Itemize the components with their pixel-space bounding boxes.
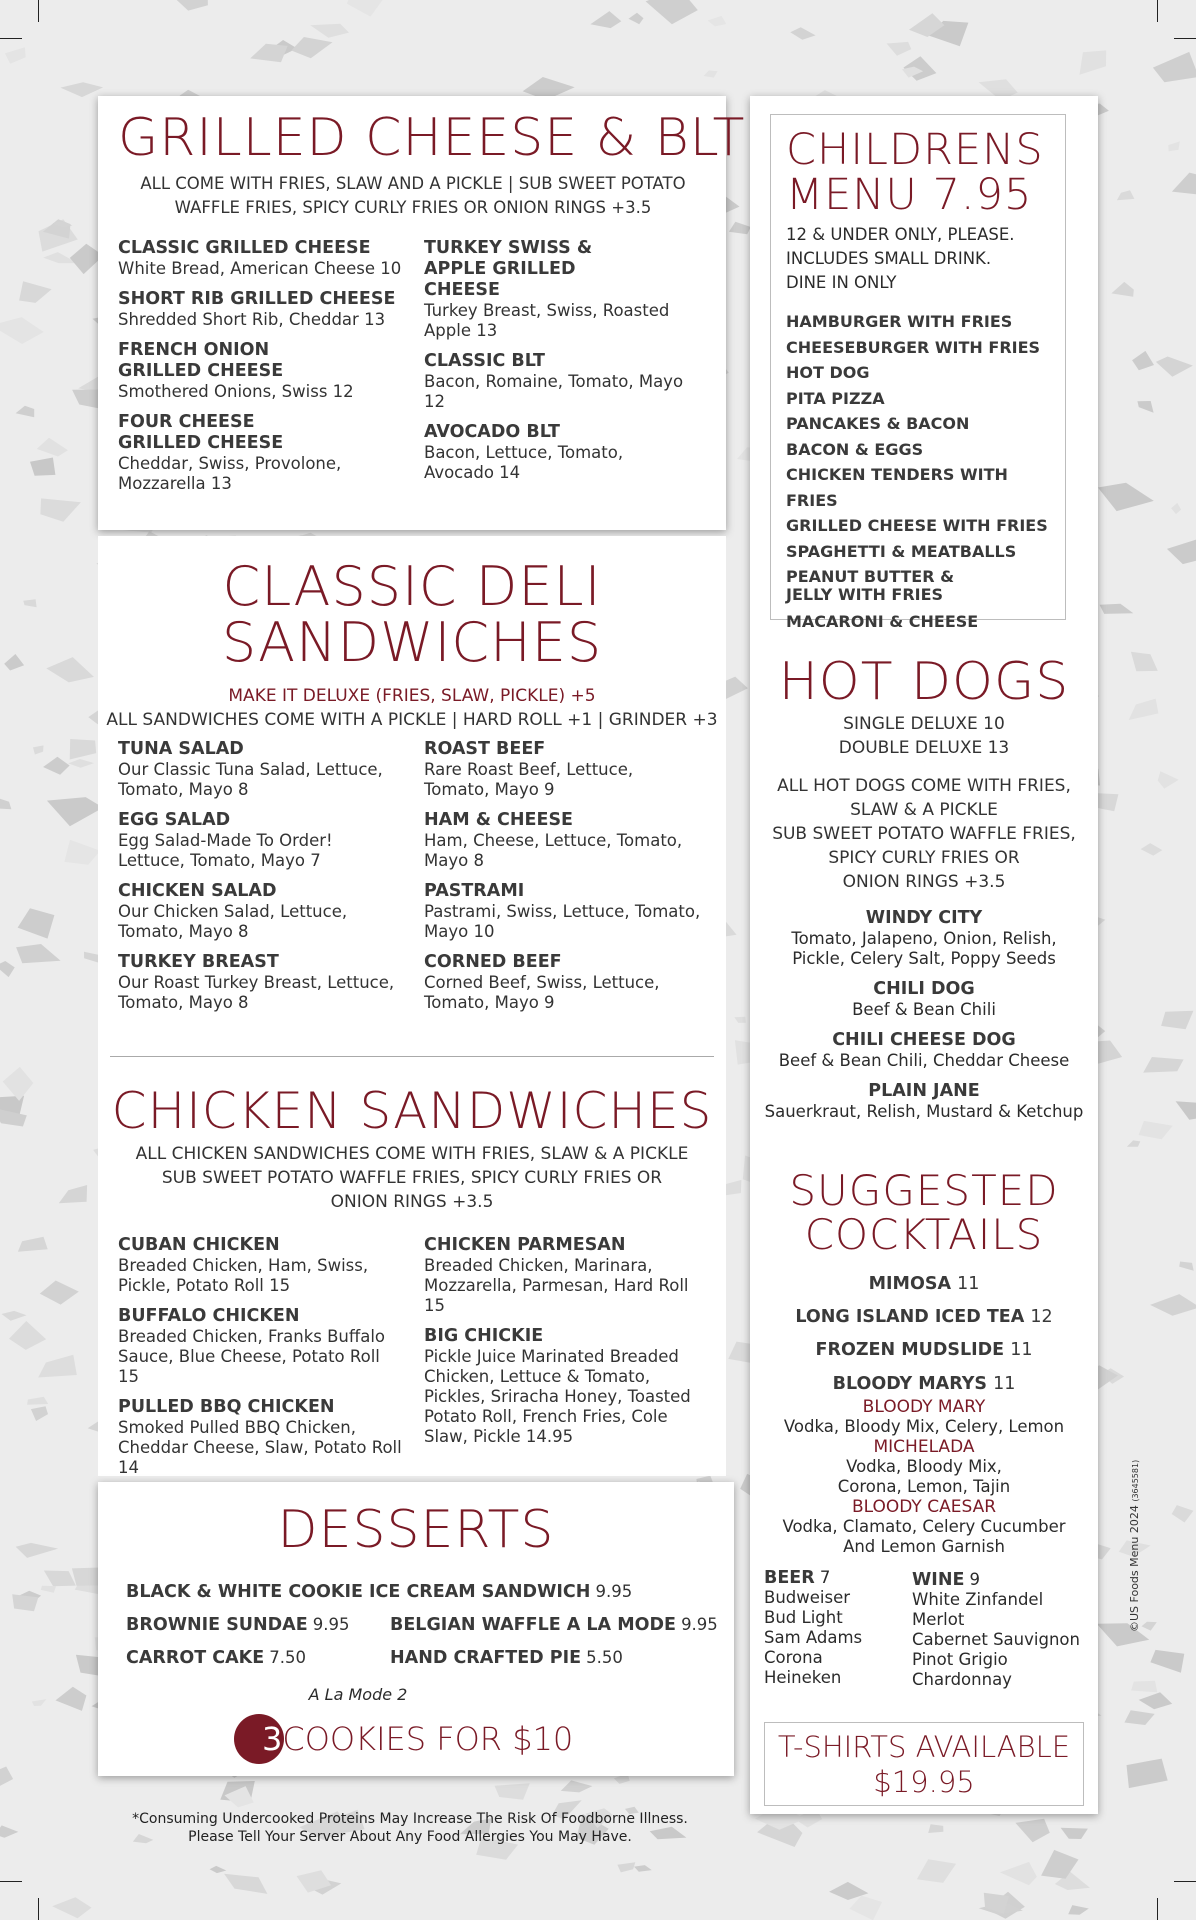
item-desc: Our Chicken Salad, Lettuce, Tomato, Mayo 8	[118, 902, 348, 941]
deli-title-1: CLASSIC DELI	[222, 555, 602, 618]
item-desc: Our Roast Turkey Breast, Lettuce, Tomato, Mayo 8	[118, 973, 395, 1012]
chicken-sub-2: SUB SWEET POTATO WAFFLE FRIES, SPICY CURLY FRIES OR	[161, 1168, 663, 1188]
item-desc: Breaded Chicken, Ham, Swiss, Pickle, Potato Roll 15	[118, 1256, 369, 1295]
item-name: EGG SALAD	[118, 810, 231, 830]
dessert-price: 7.50	[269, 1648, 306, 1667]
hotdog-desc: Tomato, Jalapeno, Onion, Relish, Pickle, Celery Salt, Poppy Seeds	[791, 929, 1057, 968]
childrens-title-2: MENU 7.95	[786, 170, 1033, 220]
menu-item	[424, 422, 709, 483]
menu-item	[118, 952, 408, 1013]
chicken-header	[98, 1082, 726, 1214]
dessert-name: CARROT CAKE	[126, 1648, 265, 1668]
dessert-row	[126, 1648, 306, 1668]
chicken-sub-1: ALL CHICKEN SANDWICHES COME WITH FRIES, SLAW & A PICKLE	[135, 1144, 689, 1164]
tshirt-line-2: $19.95	[873, 1765, 975, 1799]
bloody-caesar-desc: Vodka, Clamato, Celery Cucumber And Lemon Garnish	[782, 1517, 1066, 1556]
deli-chicken-panel	[98, 536, 726, 1476]
cookie-promo	[262, 1720, 573, 1758]
item-desc: Cheddar, Swiss, Provolone, Mozzarella 13	[118, 454, 342, 493]
item-desc: Shredded Short Rib, Cheddar 13	[118, 310, 386, 329]
crop-mark	[1157, 0, 1158, 22]
item-desc: Smoked Pulled BBQ Chicken, Cheddar Cheese, Slaw, Potato Roll 14	[118, 1418, 402, 1477]
wine-item: Pinot Grigio	[912, 1650, 1008, 1669]
menu-item	[424, 881, 714, 942]
kids-item: HAMBURGER WITH FRIES	[786, 312, 1013, 331]
section-divider	[110, 1056, 714, 1057]
crop-mark	[0, 38, 22, 39]
childrens-note-1: 12 & UNDER ONLY, PLEASE.	[786, 225, 1015, 244]
bloody-caesar-name: BLOODY CAESAR	[851, 1497, 997, 1517]
tshirt-box	[764, 1722, 1084, 1806]
hotdogs-title: HOT DOGS	[778, 652, 1070, 712]
cocktail-price: 11	[993, 1374, 1016, 1394]
item-desc: Bacon, Lettuce, Tomato, Avocado 14	[424, 443, 624, 482]
desserts-panel	[98, 1482, 734, 1776]
hotdogs-note-1: ALL HOT DOGS COME WITH FRIES,	[777, 776, 1071, 796]
wine-label: WINE	[912, 1570, 965, 1590]
item-desc: Breaded Chicken, Marinara, Mozzarella, Parmesan, Hard Roll 15	[424, 1256, 689, 1315]
dessert-name: HAND CRAFTED PIE	[390, 1648, 582, 1668]
grilled-cheese-title: GRILLED CHEESE & BLT	[118, 108, 746, 168]
kids-item: PEANUT BUTTER & JELLY WITH FRIES	[786, 567, 955, 604]
grilled-cheese-sub-2: WAFFLE FRIES, SPICY CURLY FRIES OR ONION RINGS +3.5	[174, 198, 652, 217]
deli-sub: ALL SANDWICHES COME WITH A PICKLE | HARD ROLL +1 | GRINDER +3	[106, 710, 718, 730]
grilled-left-column	[118, 238, 408, 504]
wine-price: 9	[969, 1570, 981, 1589]
menu-item	[424, 238, 709, 341]
crop-mark	[1157, 1898, 1158, 1920]
wine-item: Chardonnay	[912, 1670, 1012, 1689]
menu-item	[424, 1235, 714, 1316]
dessert-row	[126, 1582, 632, 1602]
childrens-box	[770, 114, 1066, 631]
kids-item: PITA PIZZA	[786, 388, 885, 408]
wine-item: Cabernet Sauvignon	[912, 1630, 1080, 1649]
item-name: FRENCH ONION GRILLED CHEESE	[118, 340, 284, 381]
copyright	[1128, 1460, 1141, 1632]
hotdog-name: WINDY CITY	[865, 908, 983, 928]
item-name: TURKEY BREAST	[118, 952, 279, 972]
kids-item: MACARONI & CHEESE	[786, 612, 979, 631]
item-desc: Egg Salad-Made To Order! Lettuce, Tomato, Mayo 7	[118, 831, 333, 870]
beer-item: Bud Light	[764, 1608, 843, 1627]
bloody-mary-name: BLOODY MARY	[862, 1397, 986, 1417]
menu-item	[118, 881, 408, 942]
chicken-sub-3: ONION RINGS +3.5	[330, 1192, 494, 1212]
disclaimer	[100, 1810, 720, 1846]
grilled-cheese-panel	[98, 96, 746, 530]
beer-header	[764, 1568, 904, 1588]
menu-item	[118, 412, 408, 494]
menu-item	[118, 810, 408, 871]
wine-header	[912, 1570, 1092, 1590]
dessert-row	[390, 1615, 718, 1635]
menu-item	[118, 739, 408, 800]
item-name: SHORT RIB GRILLED CHEESE	[118, 289, 396, 309]
michelada-name: MICHELADA	[873, 1437, 975, 1457]
tshirt-line-1: T-SHIRTS AVAILABLE	[777, 1730, 1071, 1764]
hotdogs-single: SINGLE DELUXE 10	[843, 714, 1005, 734]
deli-header	[98, 555, 726, 732]
item-desc: Rare Roast Beef, Lettuce, Tomato, Mayo 9	[424, 760, 634, 799]
kids-item: CHEESEBURGER WITH FRIES	[786, 337, 1041, 357]
beer-item: Sam Adams	[764, 1628, 863, 1647]
item-name: CHICKEN SALAD	[118, 881, 277, 901]
hotdog-name: PLAIN JANE	[868, 1081, 980, 1101]
chicken-right-column	[424, 1235, 714, 1457]
item-desc: Bacon, Romaine, Tomato, Mayo 12	[424, 372, 684, 411]
kids-item: GRILLED CHEESE WITH FRIES	[786, 516, 1048, 535]
item-name: CHICKEN PARMESAN	[424, 1235, 626, 1255]
item-desc: Corned Beef, Swiss, Lettuce, Tomato, Mayo 9	[424, 973, 660, 1012]
beer-list	[764, 1568, 904, 1688]
hotdogs-section	[750, 652, 1098, 1122]
cocktails-title-2: COCKTAILS	[804, 1210, 1044, 1259]
item-name: CLASSIC GRILLED CHEESE	[118, 238, 371, 258]
hotdogs-note-4: SPICY CURLY FRIES OR	[828, 848, 1020, 868]
cocktail-item	[750, 1268, 1098, 1301]
hotdogs-note-3: SUB SWEET POTATO WAFFLE FRIES,	[772, 824, 1076, 844]
beer-price: 7	[819, 1568, 831, 1587]
background-shard	[1131, 1681, 1157, 1693]
childrens-list	[786, 309, 1056, 635]
childrens-note-2: INCLUDES SMALL DRINK.	[786, 249, 992, 268]
item-name: FOUR CHEESE GRILLED CHEESE	[118, 412, 284, 453]
cocktail-item	[750, 1301, 1098, 1334]
wine-item: White Zinfandel	[912, 1590, 1044, 1609]
cocktails-title-1: SUGGESTED	[789, 1166, 1059, 1215]
item-name: BIG CHICKIE	[424, 1326, 544, 1346]
cocktail-price: 12	[1030, 1307, 1053, 1327]
dessert-price: 9.95	[312, 1615, 350, 1634]
hotdog-desc: Beef & Bean Chili, Cheddar Cheese	[778, 1051, 1070, 1070]
item-name: PASTRAMI	[424, 881, 525, 901]
kids-item: PANCAKES & BACON	[786, 414, 970, 433]
menu-item	[118, 1306, 408, 1387]
cocktails-section	[750, 1166, 1098, 1557]
dessert-price: 9.95	[681, 1615, 718, 1634]
item-name: TURKEY SWISS & APPLE GRILLED CHEESE	[424, 238, 593, 300]
item-name: TUNA SALAD	[118, 739, 244, 759]
dessert-name: BLACK & WHITE COOKIE ICE CREAM SANDWICH	[126, 1582, 591, 1602]
item-desc: Ham, Cheese, Lettuce, Tomato, Mayo 8	[424, 831, 683, 870]
cookie-number: 3	[262, 1720, 283, 1758]
disclaimer-line-1: *Consuming Undercooked Proteins May Increase The Risk Of Foodborne Illness.	[132, 1811, 688, 1827]
dessert-price: 5.50	[586, 1648, 623, 1667]
chicken-title: CHICKEN SANDWICHES	[111, 1082, 713, 1140]
cocktail-price: 11	[957, 1274, 980, 1294]
cocktail-item	[750, 1371, 1098, 1397]
menu-item	[424, 810, 714, 871]
deli-left-column	[118, 739, 408, 1023]
item-name: BUFFALO CHICKEN	[118, 1306, 300, 1326]
hotdogs-double: DOUBLE DELUXE 13	[838, 738, 1010, 758]
cookie-text: COOKIES FOR $10	[282, 1720, 574, 1758]
dessert-row	[390, 1648, 623, 1668]
childrens-inner	[786, 125, 1056, 635]
item-name: ROAST BEEF	[424, 739, 546, 759]
menu-item	[424, 739, 714, 800]
cocktail-price: 11	[1010, 1340, 1033, 1360]
crop-mark	[1174, 38, 1196, 39]
dessert-name: BROWNIE SUNDAE	[126, 1615, 308, 1635]
cocktail-name: MIMOSA	[868, 1274, 951, 1294]
deli-deluxe-note: MAKE IT DELUXE (FRIES, SLAW, PICKLE) +5	[228, 686, 596, 706]
chicken-left-column	[118, 1235, 408, 1488]
desserts-title: DESSERTS	[277, 1500, 555, 1560]
beer-item: Budweiser	[764, 1588, 851, 1607]
beer-label: BEER	[764, 1568, 815, 1588]
copyright-code: (3645581)	[1131, 1459, 1140, 1502]
item-name: CORNED BEEF	[424, 952, 562, 972]
kids-item: BACON & EGGS	[786, 439, 924, 459]
item-desc: Turkey Breast, Swiss, Roasted Apple 13	[424, 301, 670, 340]
kids-item: CHICKEN TENDERS WITH FRIES	[786, 465, 1008, 510]
bloody-mary-desc: Vodka, Bloody Mix, Celery, Lemon	[783, 1417, 1065, 1436]
wine-list	[912, 1570, 1092, 1690]
item-desc: Smothered Onions, Swiss 12	[118, 382, 354, 401]
right-column-panel	[750, 96, 1098, 1814]
menu-item	[118, 289, 408, 330]
hotdogs-note-2: SLAW & A PICKLE	[850, 800, 998, 820]
menu-item	[424, 351, 709, 412]
hotdog-desc: Sauerkraut, Relish, Mustard & Ketchup	[764, 1102, 1084, 1121]
crop-mark	[0, 1881, 22, 1882]
deli-title-2: SANDWICHES	[221, 611, 603, 674]
crop-mark	[38, 0, 39, 22]
item-name: CUBAN CHICKEN	[118, 1235, 280, 1255]
kids-item: SPAGHETTI & MEATBALLS	[786, 541, 1017, 561]
menu-item	[424, 1326, 714, 1447]
crop-mark	[1174, 1881, 1196, 1882]
item-desc: Pastrami, Swiss, Lettuce, Tomato, Mayo 10	[424, 902, 701, 941]
hotdogs-note-5: ONION RINGS +3.5	[842, 872, 1006, 892]
cocktail-name: FROZEN MUDSLIDE	[815, 1340, 1005, 1360]
kids-item: HOT DOG	[786, 363, 870, 382]
menu-item	[424, 952, 714, 1013]
beer-item: Corona	[764, 1648, 823, 1667]
item-desc: Breaded Chicken, Franks Buffalo Sauce, Blue Cheese, Potato Roll 15	[118, 1327, 386, 1386]
menu-item	[118, 340, 408, 402]
item-name: AVOCADO BLT	[424, 422, 560, 442]
grilled-cheese-sub-1: ALL COME WITH FRIES, SLAW AND A PICKLE | SUB SWEET POTATO	[140, 174, 686, 193]
a-la-mode-note: A La Mode 2	[308, 1685, 408, 1704]
item-name: PULLED BBQ CHICKEN	[118, 1397, 335, 1417]
childrens-note-3: DINE IN ONLY	[786, 273, 897, 292]
hotdog-desc: Beef & Bean Chili	[852, 1000, 996, 1019]
grilled-right-column	[424, 238, 709, 493]
item-desc: White Bread, American Cheese 10	[118, 259, 402, 278]
menu-item	[118, 1397, 408, 1478]
cocktail-name: LONG ISLAND ICED TEA	[795, 1307, 1025, 1327]
item-desc: Pickle Juice Marinated Breaded Chicken, Lettuce & Tomato, Pickles, Sriracha Honey, Toasted Potato Roll, French Fries, Cole Slaw, Pickle 14.95	[424, 1347, 691, 1446]
cocktail-item	[750, 1334, 1098, 1367]
cocktail-name: BLOODY MARYS	[832, 1374, 987, 1394]
wine-item: Merlot	[912, 1610, 965, 1629]
childrens-title-1: CHILDRENS	[786, 125, 1044, 175]
item-desc: Our Classic Tuna Salad, Lettuce, Tomato, Mayo 8	[118, 760, 383, 799]
dessert-row	[126, 1615, 350, 1635]
menu-item	[118, 238, 408, 279]
hotdog-name: CHILI CHEESE DOG	[832, 1030, 1016, 1050]
dessert-name: BELGIAN WAFFLE A LA MODE	[390, 1615, 676, 1635]
crop-mark	[38, 1898, 39, 1920]
dessert-price: 9.95	[595, 1582, 633, 1601]
item-name: CLASSIC BLT	[424, 351, 545, 371]
deli-right-column	[424, 739, 714, 1023]
copyright-text: ©US Foods Menu 2024	[1128, 1505, 1141, 1632]
beer-item: Heineken	[764, 1668, 842, 1687]
menu-item	[118, 1235, 408, 1296]
hotdog-name: CHILI DOG	[873, 979, 975, 999]
michelada-desc: Vodka, Bloody Mix, Corona, Lemon, Tajin	[837, 1457, 1011, 1496]
disclaimer-line-2: Please Tell Your Server About Any Food Allergies You May Have.	[188, 1829, 632, 1845]
item-name: HAM & CHEESE	[424, 810, 574, 830]
